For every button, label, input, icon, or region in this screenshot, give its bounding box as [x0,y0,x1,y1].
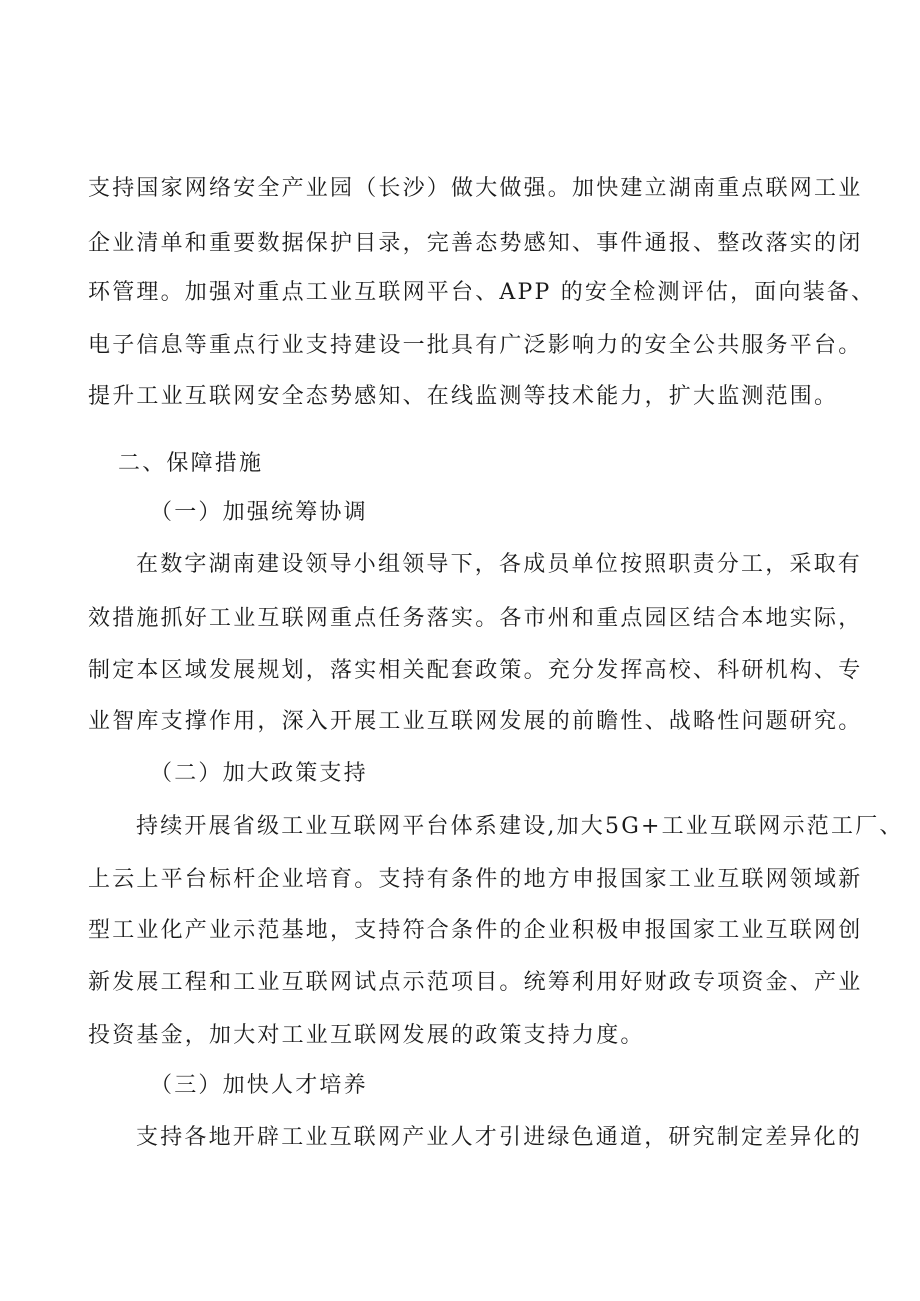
subsection-1-heading: （一）加强统筹协调 [150,500,368,525]
paragraph-1-line-1: 支持国家网络安全产业园（长沙）做大做强。加快建立湖南重点联网工业 [88,176,863,201]
subsection-3-heading: （三）加快人才培养 [150,1073,368,1098]
subsection-1-line-3: 制定本区域发展规划，落实相关配套政策。充分发挥高校、科研机构、专 [88,658,863,683]
subsection-2-line-2: 上云上平台标杆企业培育。支持有条件的地方申报国家工业互联网领域新 [88,867,863,892]
subsection-2-line-1: 持续开展省级工业互联网平台体系建设,加大5G+工业互联网示范工厂、 [136,814,904,839]
subsection-2-line-3: 型工业化产业示范基地，支持符合条件的企业积极申报国家工业互联网创 [88,918,863,943]
subsection-2-heading: （二）加大政策支持 [150,761,368,786]
subsection-2-line-5: 投资基金，加大对工业互联网发展的政策支持力度。 [88,1023,645,1048]
subsection-1-line-2: 效措施抓好工业互联网重点任务落实。各市州和重点园区结合本地实际， [88,606,863,631]
paragraph-1-line-4: 电子信息等重点行业支持建设一批具有广泛影响力的安全公共服务平台。 [88,333,863,358]
subsection-1-line-1: 在数字湖南建设领导小组领导下，各成员单位按照职责分工，采取有 [136,552,863,577]
subsection-1-line-4: 业智库支撑作用，深入开展工业互联网发展的前瞻性、战略性问题研究。 [88,709,863,734]
paragraph-1-line-5: 提升工业互联网安全态势感知、在线监测等技术能力，扩大监测范围。 [88,384,839,409]
section-heading: 二、保障措施 [118,451,264,476]
subsection-3-line-1: 支持各地开辟工业互联网产业人才引进绿色通道，研究制定差异化的 [136,1125,863,1150]
paragraph-1-line-3: 环管理。加强对重点工业互联网平台、APP 的安全检测评估，面向装备、 [88,280,876,305]
paragraph-1-line-2: 企业清单和重要数据保护目录，完善态势感知、事件通报、整改落实的闭 [88,231,863,256]
subsection-2-line-4: 新发展工程和工业互联网试点示范项目。统筹利用好财政专项资金、产业 [88,970,863,995]
